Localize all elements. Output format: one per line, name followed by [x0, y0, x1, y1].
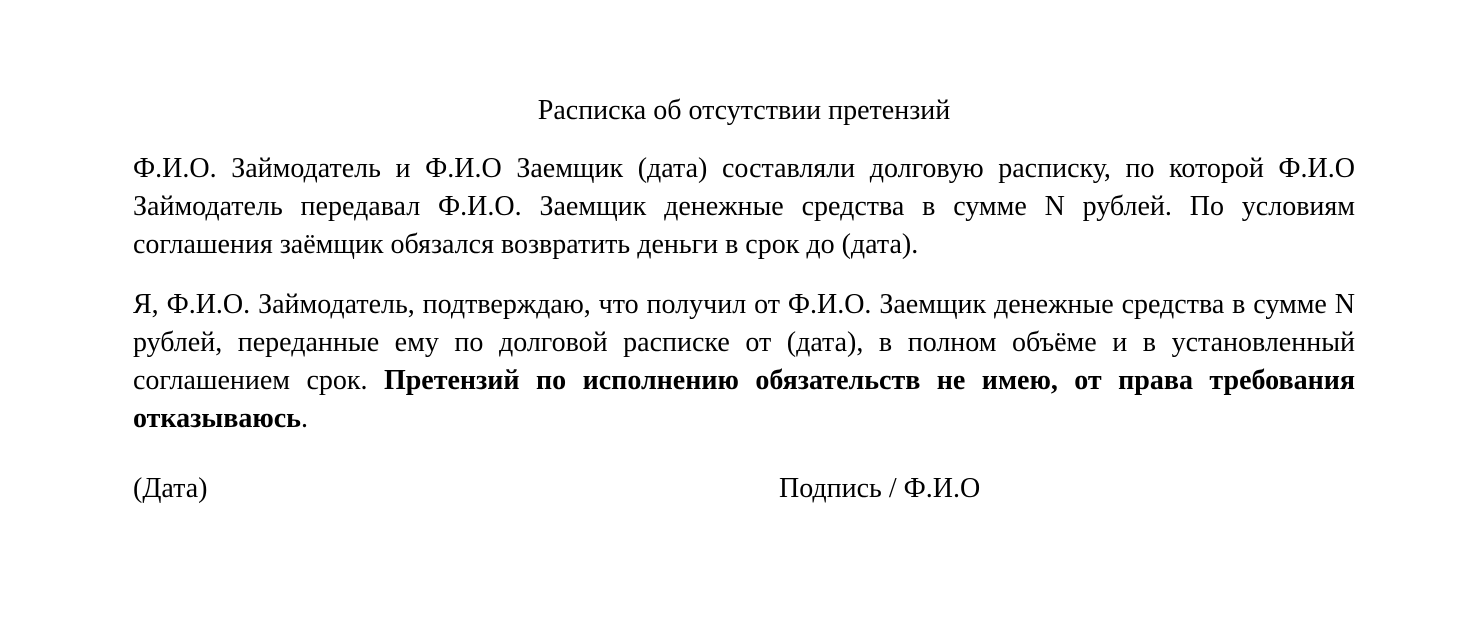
document-title: Расписка об отсутствии претензий [537, 95, 951, 126]
no-claims-statement: Претензий по исполнению обязательств не имею, от права требования отказываюсь [133, 365, 1355, 434]
confirmation-text: Я, Ф.И.О. Займодатель, подтверждаю, что получил от Ф.И.О. Заемщик денежные средства в сумме N рублей, переданные ему по долговой расписке от (дата), в полном объёме и в установленный соглашением срок. [133, 289, 1355, 396]
signature-field: Подпись / Ф.И.О [779, 473, 981, 504]
paragraph-confirmation [133, 286, 1355, 438]
confirmation-end: . [300, 403, 308, 434]
signature-row [133, 470, 1355, 508]
date-field: (Дата) [133, 473, 208, 504]
document-page [133, 92, 1355, 508]
paragraph-loan-details: Ф.И.О. Займодатель и Ф.И.О Заемщик (дата) составляли долговую расписку, по которой Ф.И.О Займодатель передавал Ф.И.О. Заемщик денежные средства в сумме N рублей. По условиям соглашения заёмщик обязался возвратить деньги в срок до (дата). [133, 153, 1355, 260]
